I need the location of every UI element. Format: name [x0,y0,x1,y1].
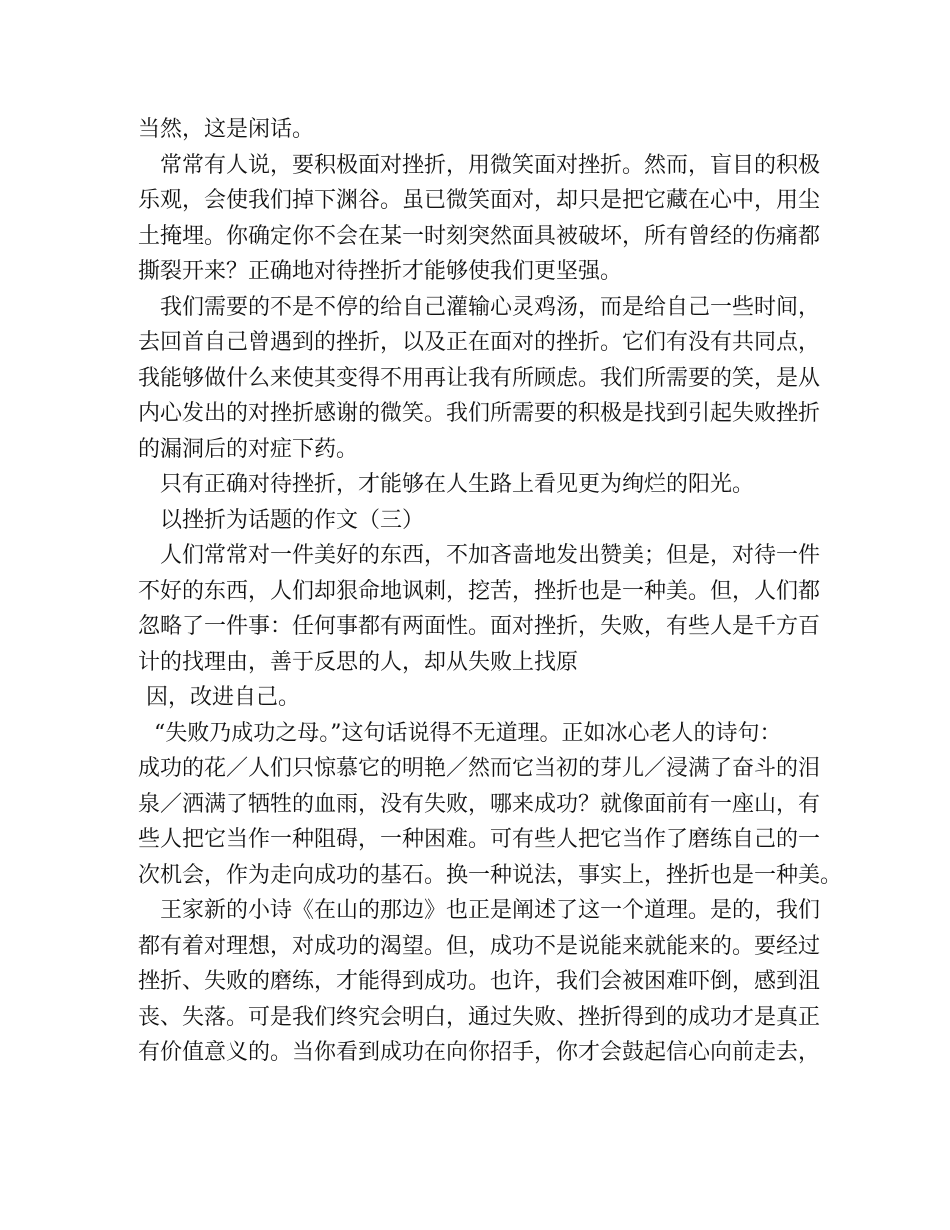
text-line: 次机会，作为走向成功的基石。换一种说法，事实上，挫折也是一种美。 [138,862,843,888]
text-line: 都有着对理想，对成功的渴望。但，成功不是说能来就能来的。要经过 [138,933,821,959]
text-line: 丧、失落。可是我们终究会明白，通过失败、挫折得到的成功才是真正 [138,1004,821,1030]
text-line: 去回首自己曾遇到的挫折，以及正在面对的挫折。它们有没有共同点， [138,330,821,355]
text-line: 挫折、失败的磨练，才能得到成功。也许，我们会被困难吓倒，感到沮 [138,969,821,994]
text-line: 土掩埋。你确定你不会在某一时刻突然面具被破坏，所有曾经的伤痛都 [138,223,821,249]
text-line: 泉／洒满了牺牲的血雨，没有失败，哪来成功？就像面前有一座山，有 [138,791,821,817]
text-line: 内心发出的对挫折感谢的微笑。我们所需要的积极是找到引起失败挫折 [138,401,821,426]
text-line: 因，改进自己。 [146,685,301,710]
text-line: 忽略了一件事：任何事都有两面性。面对挫折，失败，有些人是千方百 [138,614,821,639]
text-line: 我能够做什么来使其变得不用再让我有所顾虑。我们所需要的笑，是从 [138,365,821,391]
paragraph-start-line: 常常有人说，要积极面对挫折，用微笑面对挫折。然而，盲目的积极 [160,152,821,178]
text-line: 些人把它当作一种阻碍，一种困难。可有些人把它当作了磨练自己的一 [138,827,821,852]
paragraph-start-line: 王家新的小诗《在山的那边》也正是阐述了这一个道理。是的，我们 [160,898,821,923]
text-line: 不好的东西，人们却狠命地讽刺，挖苦，挫折也是一种美。但，人们都 [138,578,821,604]
section-heading: 以挫折为话题的作文（三） [160,507,425,533]
paragraph-start-line: 我们需要的不是不停的给自己灌输心灵鸡汤，而是给自己一些时间， [160,294,821,320]
text-line: 成功的花／人们只惊慕它的明艳／然而它当初的芽儿／浸满了奋斗的泪 [138,756,821,781]
paragraph-start-line: 只有正确对待挫折，才能够在人生路上看见更为绚烂的阳光。 [160,472,755,497]
paragraph-start-line: “失败乃成功之母。”这句话说得不无道理。正如冰心老人的诗句： [154,720,782,746]
text-line: 当然，这是闲话。 [138,117,315,142]
text-line: 撕裂开来？正确地对待挫折才能够使我们更坚强。 [138,259,623,284]
text-line: 计的找理由，善于反思的人，却从失败上找原 [138,649,579,675]
essay-text-block [138,112,843,1071]
text-line: 有价值意义的。当你看到成功在向你招手，你才会鼓起信心向前走去， [138,1040,821,1065]
text-line: 乐观，会使我们掉下渊谷。虽已微笑面对，却只是把它藏在心中，用尘 [138,188,821,213]
paragraph-start-line: 人们常常对一件美好的东西，不加吝啬地发出赞美；但是，对待一件 [160,543,821,568]
text-line: 的漏洞后的对症下药。 [138,436,359,462]
